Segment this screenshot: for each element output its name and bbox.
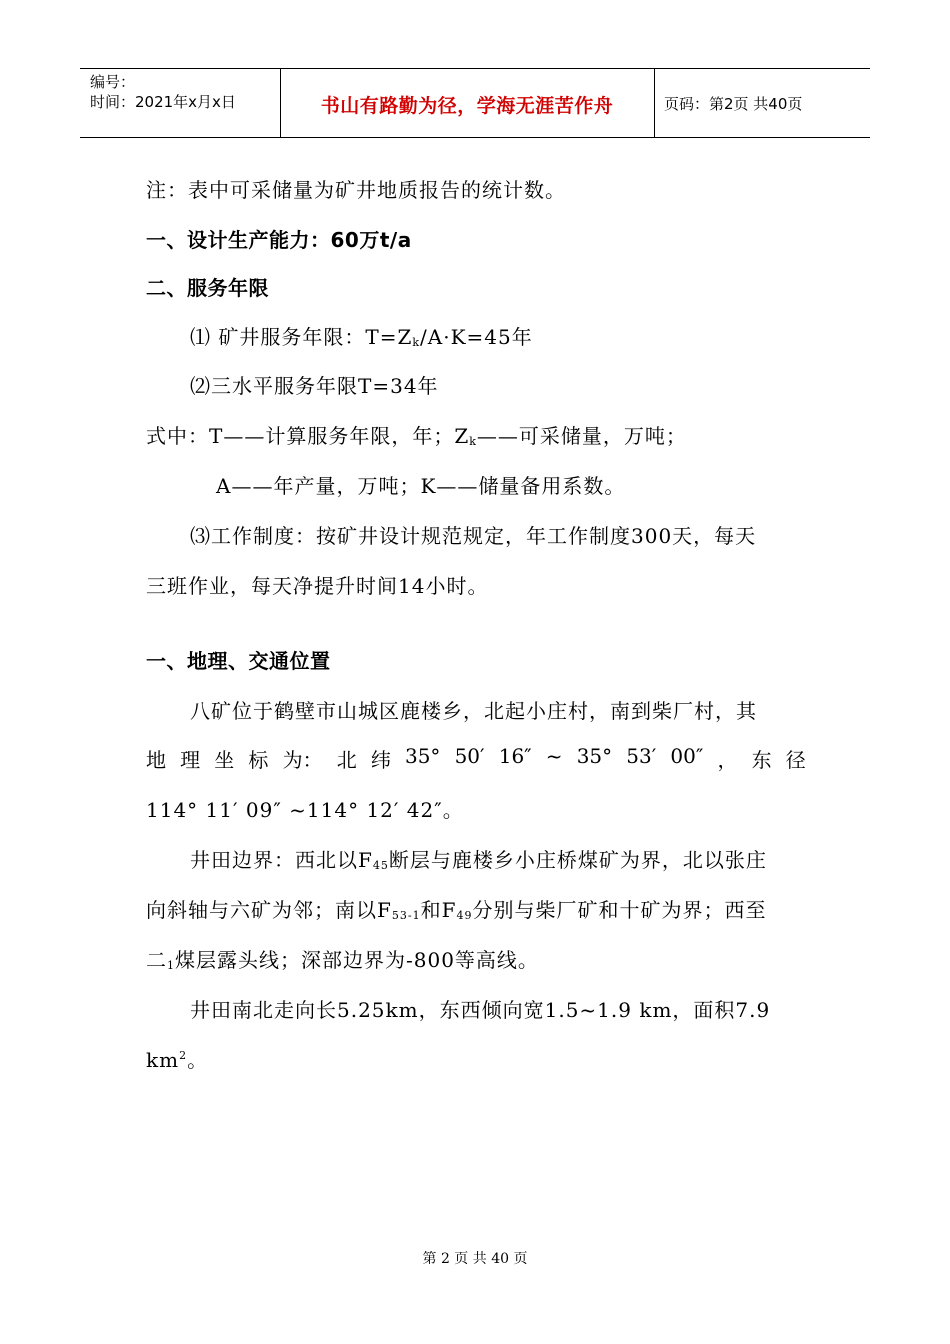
boundary-text: 二 <box>146 948 167 972</box>
boundary-text: 和F <box>420 898 457 922</box>
boundary-text: 井田边界：西北以F <box>190 848 373 872</box>
page-footer: 第 2 页 共 40 页 <box>422 1251 528 1267</box>
coordinate-token: 16″ <box>498 744 532 768</box>
location-para2-line3 <box>146 944 539 973</box>
coordinate-token: 50′ <box>454 744 485 768</box>
coordinate-token: 理 <box>180 748 201 772</box>
work-system-line2: 三班作业，每天净提升时间14小时。 <box>146 574 489 598</box>
formula-definition-line2: A——年产量，万吨；K——储量备用系数。 <box>216 474 626 498</box>
coordinate-token: 标 <box>248 748 269 772</box>
coordinate-token: 坐 <box>214 748 235 772</box>
heading-location: 一、地理、交通位置 <box>146 649 331 673</box>
boundary-text: 向斜轴与六矿为邻；南以F <box>146 898 392 922</box>
service-item-1-suffix: /A·K=45年 <box>420 325 533 349</box>
area-period: 。 <box>187 1048 209 1072</box>
heading-capacity: 一、设计生产能力：60万t/a <box>146 228 412 252</box>
formula-definition <box>146 420 687 449</box>
location-para2-line1 <box>190 844 767 873</box>
coordinate-token: 00″ <box>670 744 704 768</box>
seam-subscript: 1 <box>167 959 175 972</box>
coordinate-token: 35° <box>576 744 613 768</box>
location-para1-line3: 114° 11′ 09″ ~114° 12′ 42″。 <box>146 798 464 822</box>
formula-sub: k <box>469 435 477 448</box>
header-meta <box>90 72 236 112</box>
coordinate-token: 35° <box>404 744 441 768</box>
area-superscript: 2 <box>179 1049 188 1062</box>
formula-suffix: ——可采储量，万吨； <box>476 424 687 448</box>
coordinate-token: 纬 <box>370 748 391 772</box>
coordinate-token: 北 <box>336 748 357 772</box>
coordinate-token: 为： <box>282 748 323 772</box>
document-number-label: 编号： <box>90 73 136 91</box>
coordinate-token: 地 <box>146 748 166 772</box>
location-para1-line1: 八矿位于鹤壁市山城区鹿楼乡，北起小庄村，南到柴厂村，其 <box>190 699 757 723</box>
location-para2-line2 <box>146 894 767 923</box>
location-para1-line2 <box>146 744 806 773</box>
page-header <box>80 68 870 138</box>
boundary-text: 断层与鹿楼乡小庄桥煤矿为界，北以张庄 <box>388 848 767 872</box>
coordinate-token: ~ <box>545 744 563 768</box>
header-page-info: 页码：第2页 共40页 <box>664 95 803 113</box>
work-system-line1: ⑶工作制度：按矿井设计规范规定，年工作制度300天，每天 <box>190 524 757 548</box>
document-time-label: 时间：2021年x月x日 <box>90 93 236 111</box>
location-para3-line2 <box>146 1044 208 1073</box>
coordinate-token: ， <box>717 748 738 772</box>
header-divider <box>654 69 655 137</box>
formula-prefix: 式中：T——计算服务年限，年；Z <box>146 424 470 448</box>
service-item-1-sub: k <box>412 336 421 349</box>
fault-subscript: 45 <box>372 859 389 872</box>
table-note: 注：表中可采储量为矿井地质报告的统计数。 <box>146 178 566 202</box>
location-para3-line1: 井田南北走向长5.25km，东西倾向宽1.5~1.9 km，面积7.9 <box>190 998 771 1022</box>
service-item-1-prefix: ⑴ 矿井服务年限：T=Z <box>190 325 413 349</box>
service-item-2: ⑵三水平服务年限T=34年 <box>190 374 439 398</box>
boundary-text: 分别与柴厂矿和十矿为界；西至 <box>472 898 767 922</box>
area-unit: km <box>146 1048 180 1072</box>
coordinate-token: 53′ <box>626 744 657 768</box>
boundary-text: 煤层露头线；深部边界为-800等高线。 <box>175 948 539 972</box>
heading-service-life: 二、服务年限 <box>146 276 269 300</box>
coordinate-token: 东 <box>751 748 772 772</box>
header-motto: 书山有路勤为径，学海无涯苦作舟 <box>320 95 614 117</box>
service-item-1 <box>190 321 533 350</box>
coordinate-token: 径 <box>785 748 806 772</box>
fault-subscript: 53-1 <box>391 909 421 922</box>
fault-subscript: 49 <box>456 909 473 922</box>
